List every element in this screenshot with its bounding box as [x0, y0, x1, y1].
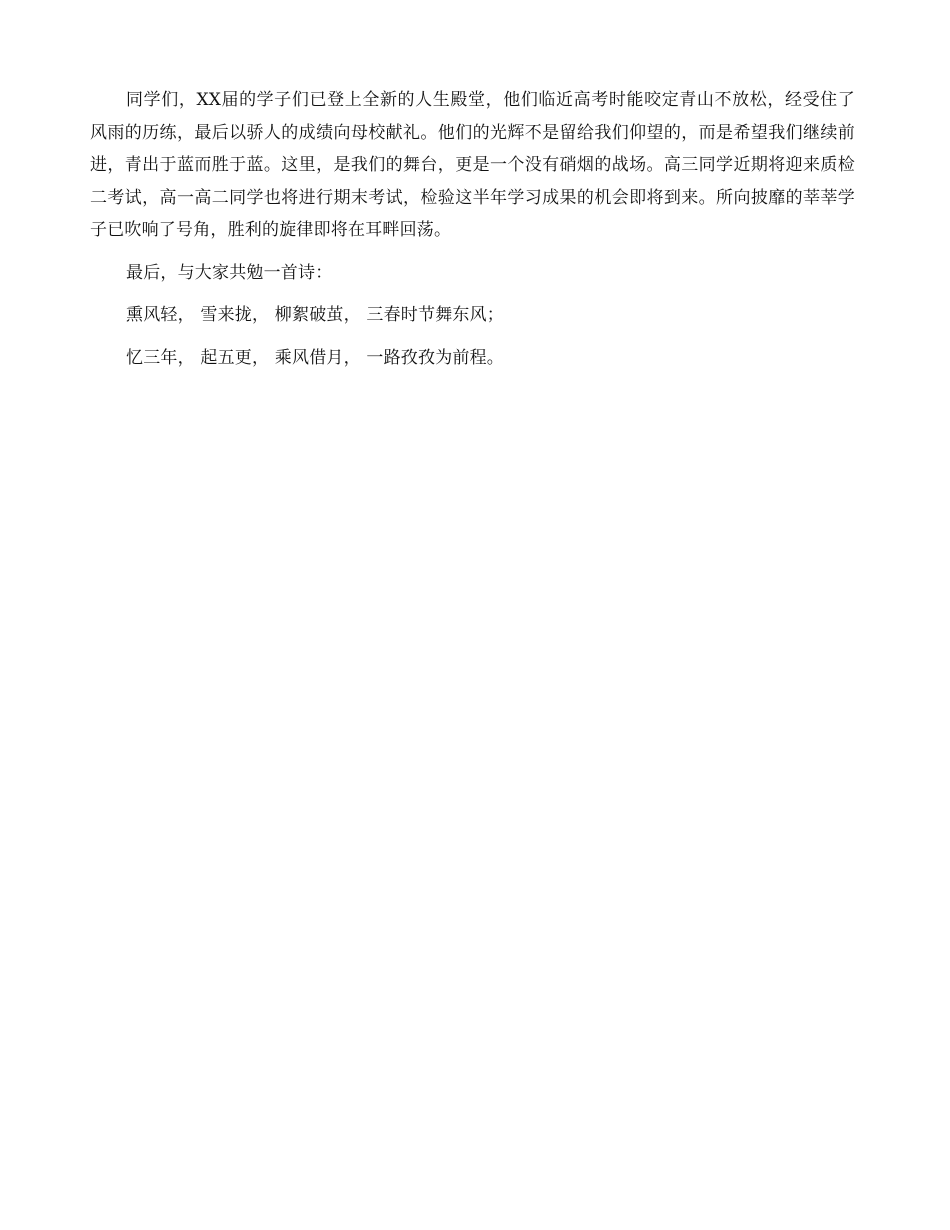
- body-paragraph: 同学们，XX届的学子们已登上全新的人生殿堂，他们临近高考时能咬定青山不放松，经受住了风雨的历练，最后以骄人的成绩向母校献礼。他们的光辉不是留给我们仰望的，而是希望我们继续前进，青出于蓝而胜于蓝。这里，是我们的舞台，更是一个没有硝烟的战场。高三同学近期将迎来质检二考试，高一高二同学也将进行期末考试，检验这半年学习成果的机会即将到来。所向披靡的莘莘学子已吹响了号角，胜利的旋律即将在耳畔回荡。: [90, 90, 855, 240]
- document-body: [90, 84, 855, 374]
- poem-line: 忆三年， 起五更， 乘风借月， 一路孜孜为前程。: [126, 347, 505, 368]
- closing-intro-paragraph: 最后，与大家共勉一首诗：: [126, 262, 333, 283]
- poem-line: 熏风轻， 雪来拢， 柳絮破茧， 三春时节舞东风；: [126, 305, 505, 325]
